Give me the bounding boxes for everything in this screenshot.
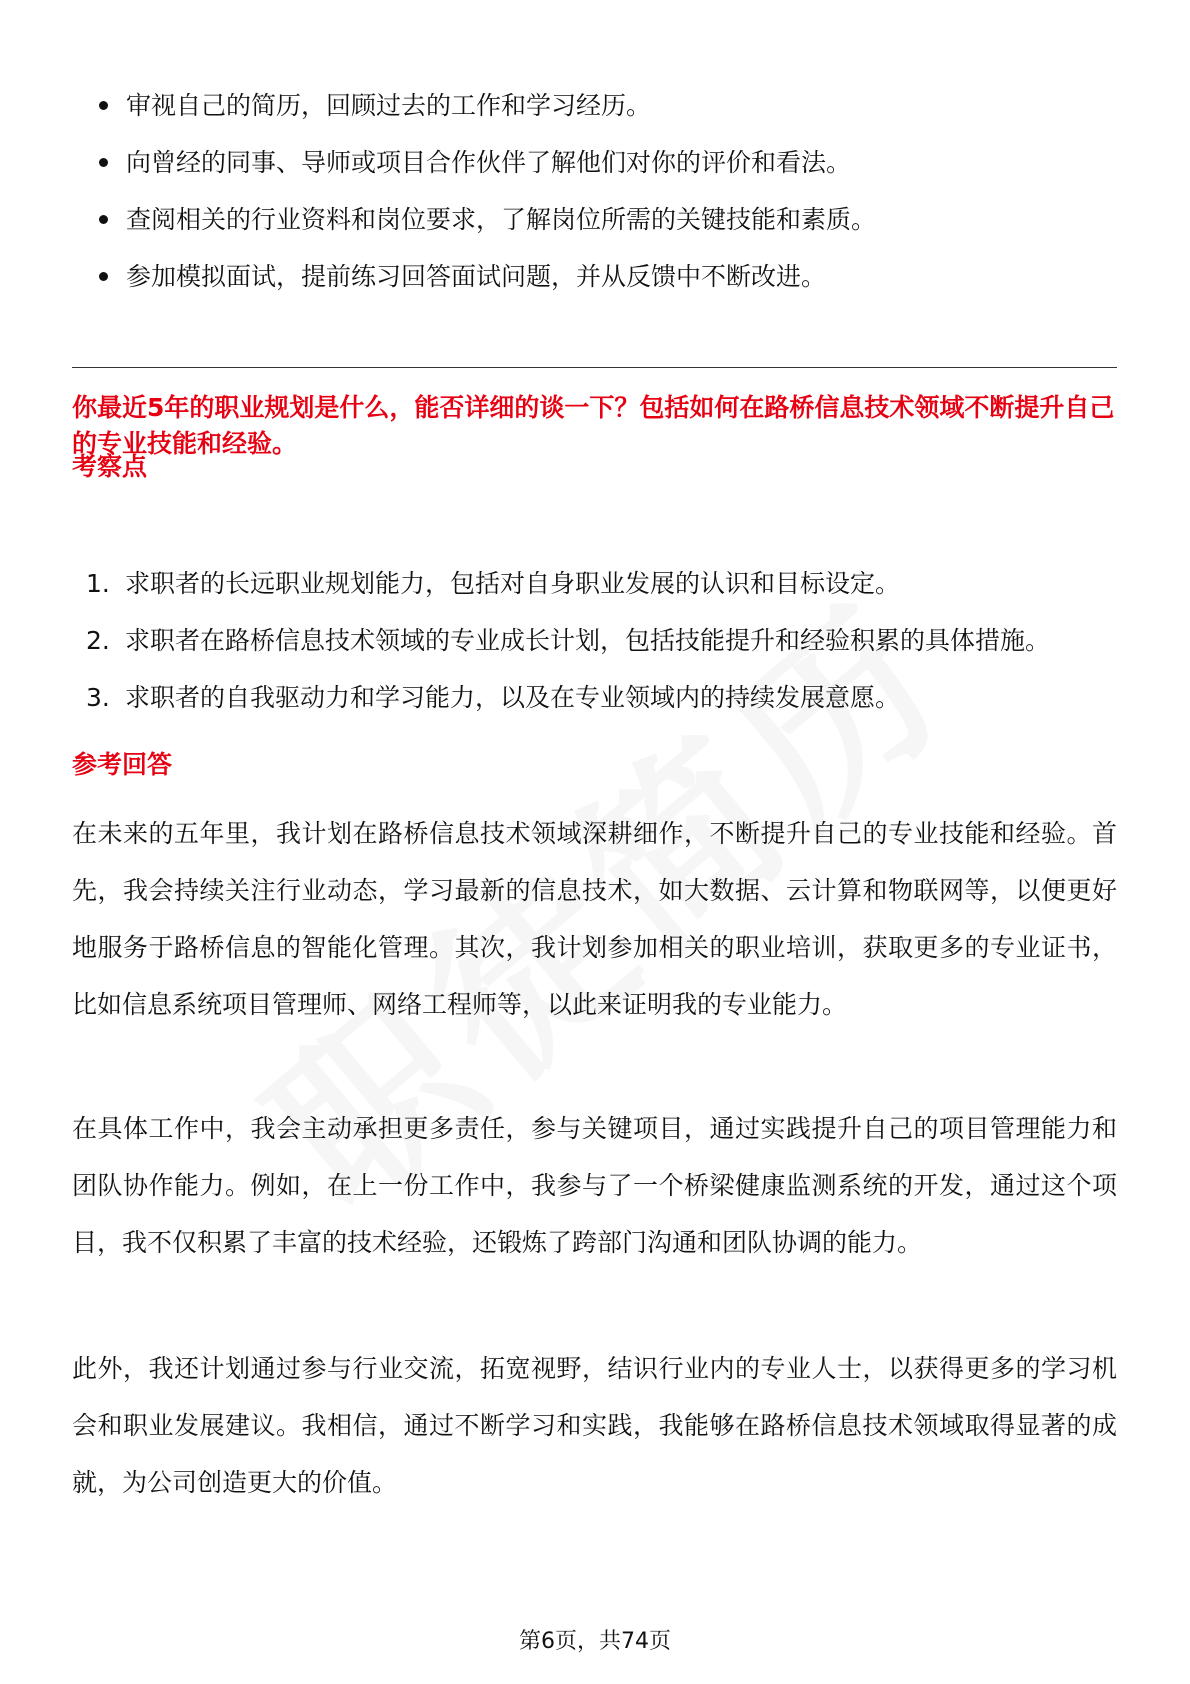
item-number: 2. bbox=[86, 626, 110, 655]
list-item bbox=[72, 555, 1117, 612]
bullet-text: 向曾经的同事、导师或项目合作伙伴了解他们对你的评价和看法。 bbox=[126, 148, 852, 177]
interview-question: 你最近5年的职业规划是什么，能否详细的谈一下？包括如何在路桥信息技术领域不断提升自己的专业技能和经验。 bbox=[72, 393, 1115, 458]
bullet-icon bbox=[99, 101, 108, 110]
answer-paragraph: 在具体工作中，我会主动承担更多责任，参与关键项目，通过实践提升自己的项目管理能力和团队协作能力。例如，在上一份工作中，我参与了一个桥梁健康监测系统的开发，通过这个项目，我不仅积累了丰富的技术经验，还锻炼了跨部门沟通和团队协调的能力。 bbox=[72, 1114, 1117, 1257]
list-item bbox=[96, 88, 1116, 145]
bullet-icon bbox=[99, 158, 108, 167]
considerations-list bbox=[72, 555, 1117, 726]
list-item bbox=[96, 145, 1116, 202]
page-number: 第6页，共74页 bbox=[519, 1629, 671, 1654]
list-item bbox=[96, 259, 1116, 316]
bullet-text: 审视自己的简历，回顾过去的工作和学习经历。 bbox=[126, 91, 652, 120]
item-text: 求职者在路桥信息技术领域的专业成长计划，包括技能提升和经验积累的具体措施。 bbox=[125, 626, 1051, 655]
bullet-icon bbox=[99, 272, 108, 281]
item-text: 求职者的长远职业规划能力，包括对自身职业发展的认识和目标设定。 bbox=[125, 569, 901, 598]
answer-paragraph: 在未来的五年里，我计划在路桥信息技术领域深耕细作，不断提升自己的专业技能和经验。首先，我会持续关注行业动态，学习最新的信息技术，如大数据、云计算和物联网等，以便更好地服务于路桥信息的智能化管理。其次，我计划参加相关的职业培训，获取更多的专业证书，比如信息系统项目管理师、网络工程师等，以此来证明我的专业能力。 bbox=[72, 819, 1117, 1019]
list-item bbox=[96, 202, 1116, 259]
considerations-heading: 考察点 bbox=[72, 452, 148, 481]
bullet-text: 参加模拟面试，提前练习回答面试问题，并从反馈中不断改进。 bbox=[126, 262, 827, 291]
bullet-list bbox=[96, 88, 1116, 316]
list-item bbox=[72, 669, 1117, 726]
item-number: 3. bbox=[86, 683, 110, 712]
item-number: 1. bbox=[86, 569, 110, 598]
answer-heading: 参考回答 bbox=[72, 750, 173, 779]
bullet-text: 查阅相关的行业资料和岗位要求，了解岗位所需的关键技能和素质。 bbox=[126, 205, 877, 234]
section-divider bbox=[72, 367, 1117, 368]
answer-paragraph: 此外，我还计划通过参与行业交流，拓宽视野，结识行业内的专业人士，以获得更多的学习机会和职业发展建议。我相信，通过不断学习和实践，我能够在路桥信息技术领域取得显著的成就，为公司创造更大的价值。 bbox=[72, 1354, 1117, 1497]
list-item bbox=[72, 612, 1117, 669]
item-text: 求职者的自我驱动力和学习能力，以及在专业领域内的持续发展意愿。 bbox=[125, 683, 901, 712]
bullet-icon bbox=[99, 215, 108, 224]
